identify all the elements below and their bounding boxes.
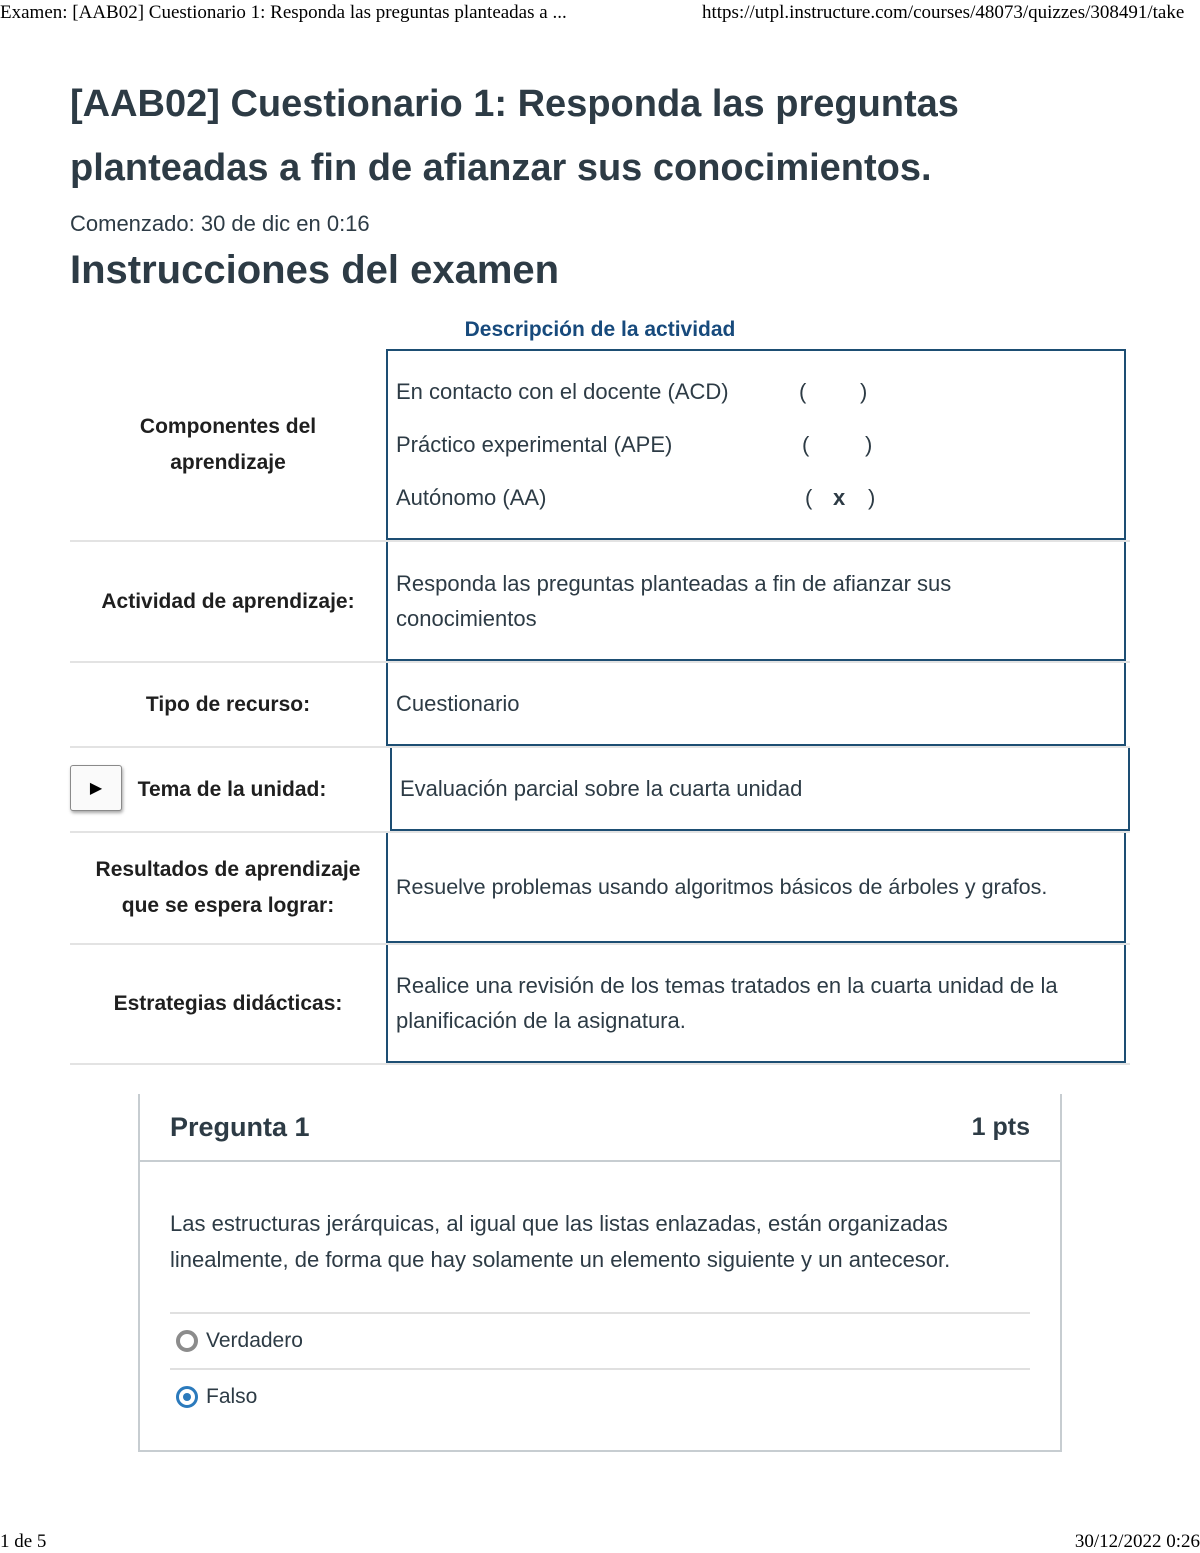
- unit-topic-label: Tema de la unidad:: [137, 777, 327, 801]
- component-paren-close: ): [868, 485, 876, 510]
- component-name: Práctico experimental (APE): [396, 432, 673, 457]
- answer-list: [170, 1312, 1030, 1424]
- components-value: [386, 349, 1126, 540]
- print-datetime: 30/12/2022 0:26: [1074, 1531, 1200, 1552]
- component-mark: x: [833, 485, 846, 510]
- table-row-resource-type: [70, 663, 1130, 748]
- print-page-number: 1 de 5: [0, 1531, 47, 1552]
- answer-option-falso[interactable]: [170, 1370, 1030, 1424]
- radio-selected-icon[interactable]: [176, 1386, 198, 1408]
- component-paren-open: (: [802, 432, 810, 457]
- table-row-components: [70, 349, 1130, 542]
- media-play-button[interactable]: [70, 765, 122, 811]
- answer-label[interactable]: Falso: [206, 1385, 258, 1408]
- component-aa: [396, 471, 1116, 524]
- started-timestamp: Comenzado: 30 de dic en 0:16: [70, 211, 370, 236]
- component-acd: [396, 365, 1116, 418]
- component-name: Autónomo (AA): [396, 485, 547, 510]
- question-card: [138, 1094, 1062, 1452]
- component-paren-open: (: [799, 379, 807, 404]
- question-text: Las estructuras jerárquicas, al igual que las listas enlazadas, están organizadas linealmente, de forma que hay solamente un elemento siguiente y un antecesor.: [170, 1211, 951, 1272]
- resource-type-label: Tipo de recurso:: [145, 692, 311, 716]
- answer-label[interactable]: Verdadero: [206, 1329, 303, 1352]
- component-name: En contacto con el docente (ACD): [396, 379, 729, 404]
- print-header: [0, 2, 1200, 28]
- page-title: [AAB02] Cuestionario 1: Responda las preguntas planteadas a fin de afianzar sus conocimientos.: [70, 83, 959, 189]
- table-row-learning-activity: [70, 542, 1130, 663]
- table-caption: Descripción de la actividad: [464, 318, 736, 341]
- print-page-url: https://utpl.instructure.com/courses/48073/quizzes/308491/take: [702, 2, 1185, 23]
- resource-type-value: Cuestionario: [386, 663, 1126, 746]
- instructions-heading: Instrucciones del examen: [70, 248, 560, 292]
- unit-topic-value: Evaluación parcial sobre la cuarta unidad: [390, 748, 1130, 831]
- question-points: 1 pts: [971, 1112, 1030, 1141]
- activity-table: [70, 349, 1130, 1065]
- radio-unselected-icon[interactable]: [176, 1330, 198, 1352]
- component-ape: [396, 418, 1116, 471]
- component-paren-close: ): [865, 432, 873, 457]
- outcomes-value: Resuelve problemas usando algoritmos básicos de árboles y grafos.: [386, 833, 1126, 943]
- print-footer: [0, 1531, 1200, 1553]
- table-row-unit-topic: [70, 748, 1130, 833]
- strategies-label: Estrategias didácticas:: [113, 992, 343, 1015]
- learning-activity-label: Actividad de aprendizaje:: [101, 589, 355, 613]
- question-name: Pregunta 1: [170, 1111, 310, 1142]
- table-row-strategies: [70, 945, 1130, 1065]
- component-paren-open: (: [805, 485, 813, 510]
- answer-option-verdadero[interactable]: [170, 1314, 1030, 1370]
- learning-activity-value: Responda las preguntas planteadas a fin de afianzar sus conocimientos: [386, 542, 1126, 661]
- outcomes-label: Resultados de aprendizaje que se espera lograr:: [95, 858, 361, 917]
- question-header: [140, 1094, 1060, 1162]
- table-row-outcomes: [70, 833, 1130, 945]
- strategies-value: Realice una revisión de los temas tratados en la cuarta unidad de la planificación de la asignatura.: [386, 945, 1126, 1063]
- play-icon: ▶: [89, 780, 103, 797]
- components-label: Componentes del aprendizaje: [139, 414, 317, 474]
- print-page-title: Examen: [AAB02] Cuestionario 1: Responda las preguntas planteadas a ...: [0, 2, 567, 23]
- component-paren-close: ): [860, 379, 868, 404]
